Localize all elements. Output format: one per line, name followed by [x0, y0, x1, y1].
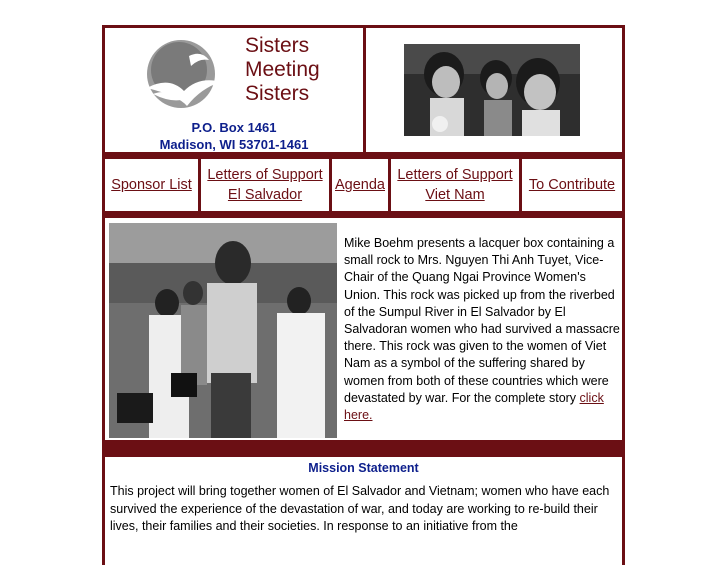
nav-letters-vn-line1: Letters of Support — [397, 167, 513, 183]
dove-logo-icon — [139, 36, 229, 116]
story-panel — [105, 218, 622, 440]
divider-bar — [105, 443, 622, 457]
page-frame — [102, 25, 625, 565]
story-text — [344, 235, 622, 424]
nav-bar — [105, 159, 622, 211]
header-logo-panel — [105, 28, 363, 152]
nav-contribute-link[interactable] — [522, 159, 622, 211]
nav-sponsor-list-link[interactable] — [105, 159, 198, 211]
nav-letters-es-line1: Letters of Support — [207, 167, 323, 183]
nav-letters-es-line2: El Salvador — [227, 187, 303, 203]
mission-panel — [105, 457, 622, 577]
nav-agenda-label: Agenda — [335, 177, 385, 193]
nav-agenda-link[interactable] — [332, 159, 388, 211]
children-photo — [404, 44, 580, 136]
brand-line-2: Meeting — [245, 58, 320, 81]
nav-contribute-label: To Contribute — [528, 177, 616, 193]
address-po-box: P.O. Box 1461 — [191, 120, 277, 135]
story-click-here-link[interactable]: click here. — [344, 390, 604, 423]
rock-presentation-photo — [109, 223, 337, 438]
nav-letters-el-salvador-link[interactable] — [201, 159, 329, 211]
mission-text: This project will bring together women of El Salvador and Vietnam; women who have each survived the experience of the devastation of war, and today are working to re-build their lives, their families and their societies. In response to an initiative from the — [110, 484, 610, 533]
nav-sponsor-list-label: Sponsor List — [111, 177, 192, 193]
nav-letters-vn-line2: Viet Nam — [425, 187, 485, 203]
header-photo-panel — [366, 28, 622, 152]
brand-line-1: Sisters — [245, 34, 310, 57]
brand-line-3: Sisters — [245, 82, 310, 105]
mission-title: Mission Statement — [308, 461, 419, 475]
story-body: Mike Boehm presents a lacquer box containing a small rock to Mrs. Nguyen Thi Anh Tuyet, Vice-Chair of the Quang Ngai Province Women's Union. This rock was picked up from the riverbed of the Sumpul River in El Salvador by El Salvadoran women who had survived a massacre there. This rock was given to the women of Viet Nam as a symbol of the suffering shared by women from both of these countries which were devastated by war. For the complete story — [344, 236, 620, 405]
brand-name — [245, 34, 320, 106]
address-city: Madison, WI 53701-1461 — [159, 137, 309, 152]
nav-letters-viet-nam-link[interactable] — [391, 159, 519, 211]
